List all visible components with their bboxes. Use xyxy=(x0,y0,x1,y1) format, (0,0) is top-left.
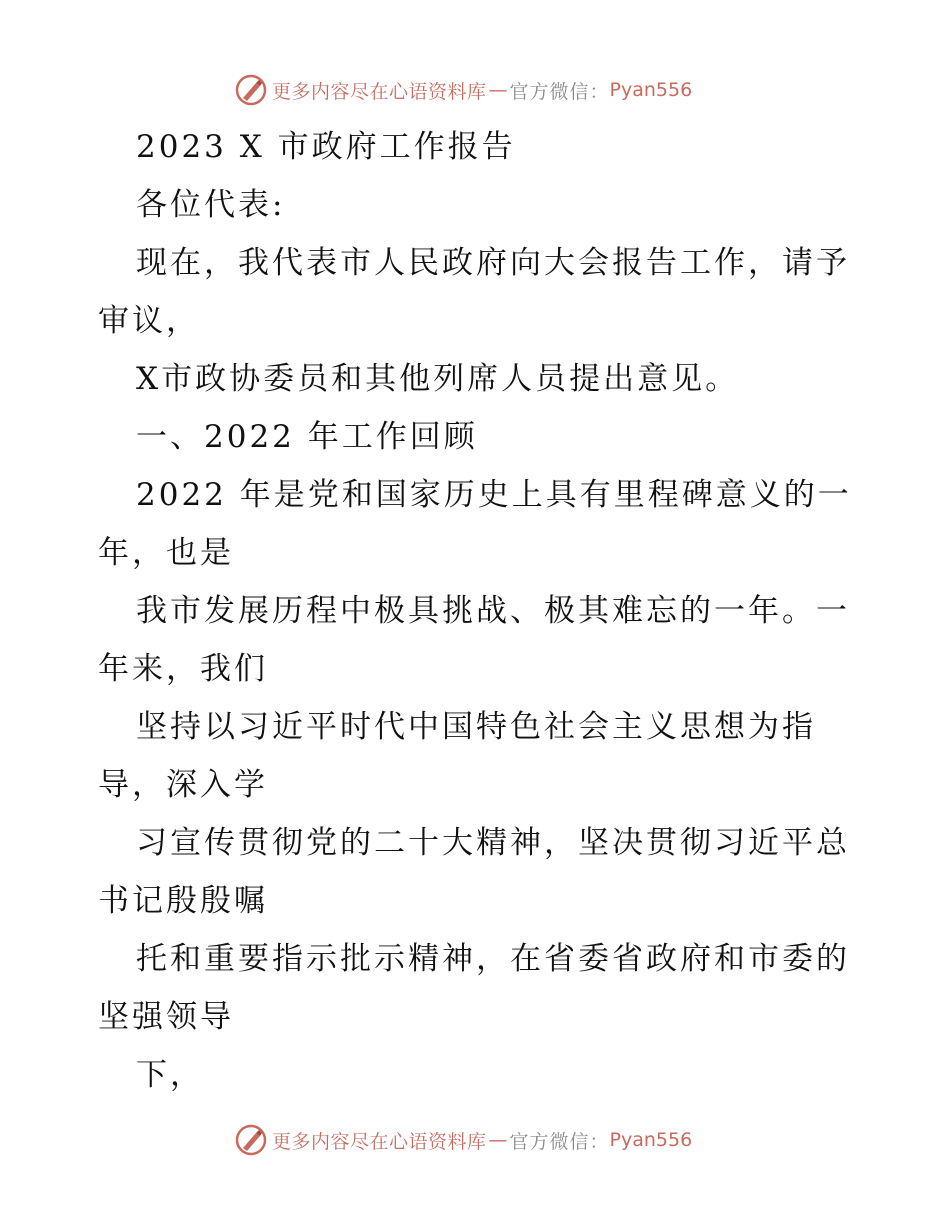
watermark-official-label: 官方微信： xyxy=(509,1130,610,1153)
section-heading: 一、2022 年工作回顾 xyxy=(136,419,478,455)
text-line: 我市发展历程中极具挑战、极其难忘的一年。一 xyxy=(136,593,850,629)
text-line: 书记殷殷嘱 xyxy=(98,883,268,919)
salutation: 各位代表: xyxy=(136,187,286,223)
text-line: 下， xyxy=(136,1057,204,1093)
text-line: 托和重要指示批示精神，在省委省政府和市委的 xyxy=(136,941,850,977)
watermark-separator: — xyxy=(488,1129,508,1151)
text-line: 坚持以习近平时代中国特色社会主义思想为指 xyxy=(136,709,816,745)
watermark-id: Pyan556 xyxy=(609,79,693,101)
pen-seal-icon xyxy=(234,73,268,107)
document-title: 2023 X 市政府工作报告 xyxy=(136,129,516,165)
header-watermark xyxy=(234,72,692,108)
text-line: 现在，我代表市人民政府向大会报告工作，请予 xyxy=(136,245,850,281)
text-line: 年来，我们 xyxy=(98,651,268,687)
text-line: 导，深入学 xyxy=(98,767,268,803)
watermark-main-text: 更多内容尽在心语资料库 xyxy=(272,80,487,103)
watermark-separator: — xyxy=(488,79,508,101)
text-line: 2022 年是党和国家历史上具有里程碑意义的一 xyxy=(136,477,852,513)
document-body xyxy=(98,118,858,1104)
text-line: 习宣传贯彻党的二十大精神，坚决贯彻习近平总 xyxy=(136,825,850,861)
watermark-main-text: 更多内容尽在心语资料库 xyxy=(272,1130,487,1153)
text-line: X市政协委员和其他列席人员提出意见。 xyxy=(136,361,740,397)
footer-watermark xyxy=(234,1122,692,1158)
pen-seal-icon xyxy=(234,1123,268,1157)
text-line: 坚强领导 xyxy=(98,999,234,1035)
text-line: 年，也是 xyxy=(98,535,234,571)
watermark-official-label: 官方微信： xyxy=(509,80,610,103)
watermark-id: Pyan556 xyxy=(609,1129,693,1151)
text-line: 审议， xyxy=(98,303,200,339)
